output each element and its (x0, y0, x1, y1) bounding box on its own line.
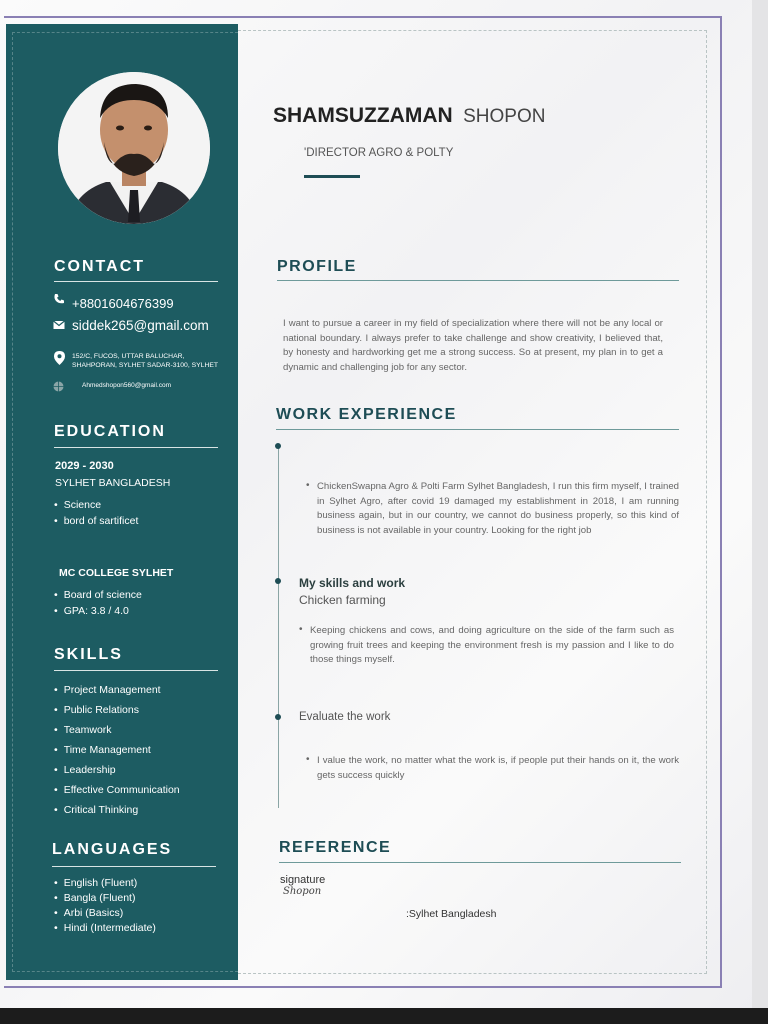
list-item: • Project Management (54, 680, 180, 700)
profile-photo (58, 72, 210, 224)
list-item: • Hindi (Intermediate) (54, 921, 156, 936)
reference-heading: REFERENCE (279, 839, 392, 856)
list-item: • Science (54, 497, 138, 513)
address-line-1: 152/C, FUCOS, UTTAR BALUCHAR, (72, 353, 185, 360)
list-item: • Public Relations (54, 700, 180, 720)
work-entry-1: ChickenSwapna Agro & Polti Farm Sylhet Bangladesh, I run this firm myself, I trained in Sylhet Agro, after covid 19 damaged my establishment in 2018, I am running business again, but in our country, we cannot do business properly, so this kind of business is not available in your country. Looking for the right job (317, 481, 679, 536)
reference-rule (279, 862, 681, 863)
education-rule (54, 447, 218, 448)
globe-icon (53, 381, 64, 395)
languages-rule (52, 866, 216, 867)
list-item: • Time Management (54, 740, 180, 760)
email-icon (53, 320, 65, 333)
list-item: • Effective Communication (54, 780, 180, 800)
education-list-2 (54, 587, 142, 619)
contact-address (72, 352, 237, 370)
timeline-dot (275, 443, 281, 449)
resume-name (273, 104, 545, 128)
list-item: • Board of science (54, 587, 142, 603)
location-icon (54, 351, 65, 368)
profile-text: I want to pursue a career in my field of specialization where there will not be any local or national boundary. I always prefer to take challenge and show creativity, I believed that, by honesty and hardworking get me a strong success. So at present, my plan in to get a dynamic and challenging job for any sector. (283, 318, 663, 373)
education-years: 2029 - 2030 (55, 460, 114, 472)
bullet-marker: • (306, 754, 310, 765)
job-title: 'DIRECTOR AGRO & POLTY (304, 147, 454, 159)
work-entry-3-text: I value the work, no matter what the work is, if people put their hands on it, the work gets success quickly (317, 755, 679, 781)
signature: Shopon (283, 886, 322, 897)
education-heading: EDUCATION (54, 423, 166, 440)
contact-phone: +8801604676399 (72, 296, 174, 311)
list-item: • bord of sartificet (54, 513, 138, 529)
education-school-1: SYLHET BANGLADESH (55, 477, 171, 489)
contact-rule (54, 281, 218, 282)
list-item: • Bangla (Fluent) (54, 891, 156, 906)
languages-heading: LANGUAGES (52, 841, 173, 858)
list-item: • English (Fluent) (54, 876, 156, 891)
education-school-2: MC COLLEGE SYLHET (59, 567, 174, 579)
work-entry-2-title: My skills and work (299, 576, 406, 590)
profile-rule (277, 280, 679, 281)
list-item: • Critical Thinking (54, 800, 180, 820)
first-name: SHAMSUZZAMAN (273, 104, 453, 127)
list-item: • GPA: 3.8 / 4.0 (54, 603, 142, 619)
work-heading: WORK EXPERIENCE (276, 406, 457, 423)
work-rule (276, 429, 679, 430)
skills-heading: SKILLS (54, 646, 123, 663)
contact-email-secondary: Ahmedshopon560@gmail.com (82, 382, 171, 389)
profile-heading: PROFILE (277, 258, 357, 275)
languages-list (54, 876, 156, 936)
skills-list (54, 680, 180, 820)
contact-email: siddek265@gmail.com (72, 318, 209, 333)
title-underline (304, 175, 360, 178)
phone-icon (53, 293, 65, 308)
signature-label: signature (280, 874, 326, 886)
list-item: • Teamwork (54, 720, 180, 740)
timeline-dot (275, 578, 281, 584)
page-edge (752, 0, 768, 1024)
work-entry-3-title: Evaluate the work (299, 711, 391, 723)
scan-border (0, 1008, 768, 1024)
last-name: SHOPON (463, 106, 546, 127)
list-item: • Leadership (54, 760, 180, 780)
education-list-1 (54, 497, 138, 529)
list-item: • Arbi (Basics) (54, 906, 156, 921)
address-line-2: SHAHPORAN, SYLHET SADAR-3100, SYLHET (72, 362, 219, 369)
work-entry-2-text: Keeping chickens and cows, and doing agriculture on the side of the farm such as growing fruit trees and keeping the environment fresh is my passion and I like to do those things myself. (310, 625, 674, 665)
work-entry-2-subtitle: Chicken farming (299, 593, 386, 607)
skills-rule (54, 670, 218, 671)
bullet-marker: • (299, 624, 303, 635)
timeline-dot (275, 714, 281, 720)
reference-location: :Sylhet Bangladesh (406, 908, 497, 920)
timeline-line (278, 446, 279, 808)
bullet-marker: • (306, 480, 310, 491)
contact-heading: CONTACT (54, 258, 146, 275)
